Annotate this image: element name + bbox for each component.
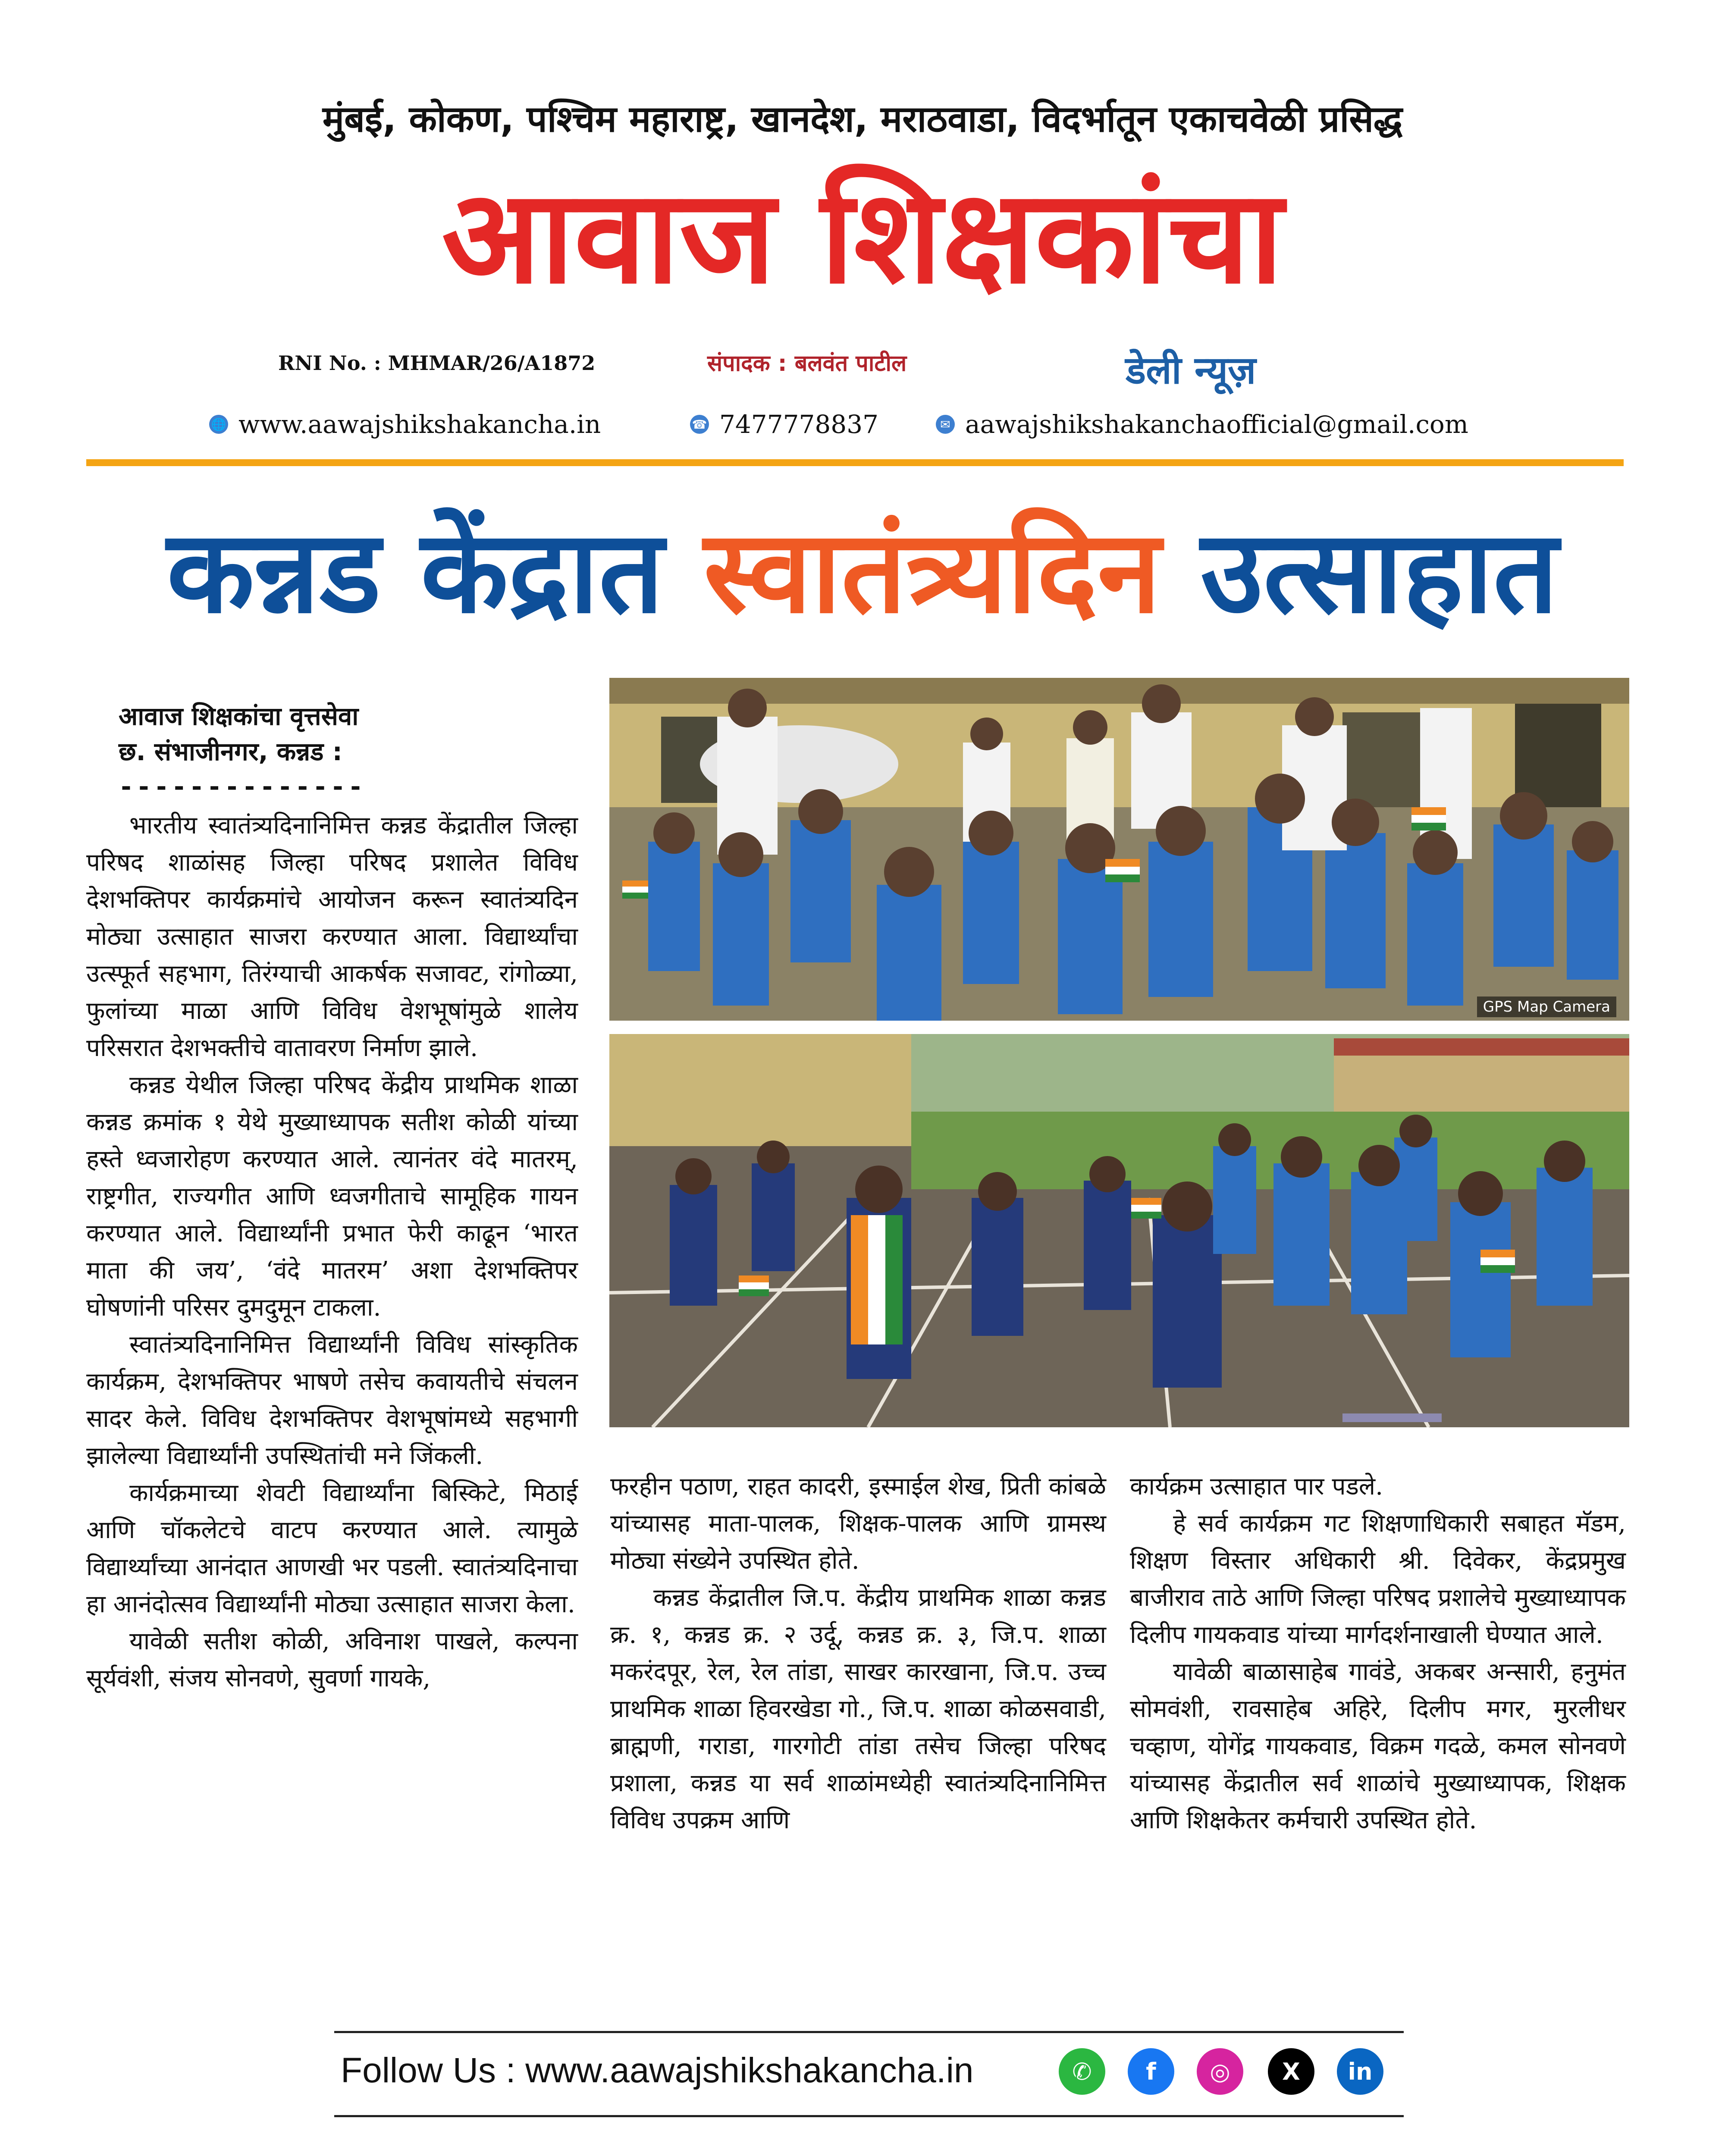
masthead-title: आवाज शिक्षकांचा <box>442 162 1283 312</box>
paragraph-1: भारतीय स्वातंत्र्यदिनानिमित्त कन्नड केंद्रातील जिल्हा परिषद शाळांसह जिल्हा परिषद प्रशालेत विविध देशभक्तिपर कार्यक्रमांचे आयोजन करून स्वातंत्र्यदिन मोठ्या उत्साहात साजरा करण्यात आला. विद्यार्थ्यांचा उत्स्फूर्त सहभाग, तिरंग्याची आकर्षक सजावट, रांगोळ्या, फुलांच्या माळा आणि विविध वेशभूषांमुळे शालेय परिसरात देशभक्तीचे वातावरण निर्माण झाले. <box>86 812 578 1062</box>
facebook-icon[interactable]: f <box>1128 2048 1174 2095</box>
paragraph-7: हे सर्व कार्यक्रम गट शिक्षणाधिकारी सबाहत मॅडम, शिक्षण विस्तार अधिकारी श्री. दिवेकर, केंद्रप्रमुख बाजीराव ताठे आणि जिल्हा परिषद प्रशालेचे मुख्याध्यापक दिलीप गायकवाड यांच्या मार्गदर्शनाखाली घेण्यात आले. <box>1130 1510 1626 1649</box>
daily-news-label: डेली न्यूज़ <box>1126 348 1256 392</box>
paragraph-6-start: कन्नड केंद्रातील जि.प. केंद्रीय प्राथमिक शाळा कन्नड क्र. १, कन्नड क्र. २ उर्दू, कन्नड क्र. ३, जि.प. शाळा मकरंदपूर, रेल, रेल तांडा, साखर कारखाना, जि.प. उच्च प्राथमिक शाळा हिवरखेडा गो., जि.प. शाळा कोळसवाडी, ब्राह्मणी, गराडा, गारगोटी तांडा तसेच जिल्हा परिषद प्रशाला, कन्नड या सर्व शाळांमध्येही स्वातंत्र्यदिनानिमित्त विविध उपक्रम आणि <box>610 1584 1106 1834</box>
rni-number: RNI No. : MHMAR/26/A1872 <box>278 351 596 375</box>
linkedin-icon[interactable]: in <box>1337 2048 1383 2095</box>
email-text: aawajshikshakanchaofficial@gmail.com <box>965 410 1468 439</box>
paragraph-2: कन्नड येथील जिल्हा परिषद केंद्रीय प्राथमिक शाळा कन्नड क्रमांक १ येथे मुख्याध्यापक सतीश कोळी यांच्या हस्ते ध्वजारोहण करण्यात आले. त्यानंतर वंदे मातरम्, राष्ट्रगीत, राज्यगीत आणि ध्वजगीताचे सामूहिक गायन करण्यात आले. विद्यार्थ्यांनी प्रभात फेरी काढून ‘भारत माता की जय’, ‘वंदे मातरम’ अशा देशभक्तिपर घोषणांनी परिसर दुमदुमून टाकला. <box>86 1071 578 1322</box>
instagram-icon[interactable]: ◎ <box>1197 2048 1243 2095</box>
tagline: मुंबई, कोकण, पश्चिम महाराष्ट्र, खानदेश, मराठवाडा, विदर्भातून एकाचवेळी प्रसिद्ध <box>322 98 1403 140</box>
paragraph-8: यावेळी बाळासाहेब गावंडे, अकबर अन्सारी, हनुमंत सोमवंशी, रावसाहेब अहिरे, दिलीप मगर, मुरलीधर चव्हाण, योगेंद्र गायकवाड, विक्रम गदळे, कमल सोनवणे यांच्यासह केंद्रातील सर्व शाळांचे मुख्याध्यापक, शिक्षक आणि शिक्षकेतर कर्मचारी उपस्थित होते. <box>1130 1658 1626 1834</box>
phone-icon: ☎ <box>690 415 709 434</box>
paragraph-5-continued: फरहीन पठाण, राहत कादरी, इस्माईल शेख, प्रिती कांबळे यांच्यासह माता-पालक, शिक्षक-पालक आणि ग्रामस्थ मोठ्या संख्येने उपस्थित होते. <box>610 1473 1106 1575</box>
paragraph-6-end: कार्यक्रम उत्साहात पार पडले. <box>1130 1473 1383 1501</box>
byline-place: छ. संभाजीनगर, कन्नड : <box>119 737 342 766</box>
gps-watermark: GPS Map Camera <box>1477 997 1616 1017</box>
website-contact[interactable] <box>209 410 601 439</box>
event-photo-1 <box>609 678 1629 1021</box>
paragraph-4: कार्यक्रमाच्या शेवटी विद्यार्थ्यांना बिस्किटे, मिठाई आणि चॉकलेटचे वाटप करण्यात आले. त्यामुळे विद्यार्थ्यांच्या आनंदात आणखी भर पडली. स्वातंत्र्यदिनाचा हा आनंदोत्सव विद्यार्थ्यांनी मोठ्या उत्साहात साजरा केला. <box>86 1479 578 1618</box>
article-column-1 <box>86 807 578 1697</box>
website-text: www.aawajshikshakancha.in <box>238 410 601 439</box>
footer-rule-bottom <box>334 2115 1404 2117</box>
headline-part1: कन्नड केंद्रात <box>166 506 664 639</box>
headline-part2: स्वातंत्र्यदिन <box>703 506 1161 639</box>
footer-rule-top <box>334 2031 1404 2033</box>
globe-icon: 🌐 <box>209 415 228 434</box>
article-column-3 <box>1130 1468 1626 1839</box>
phone-text: 7477778837 <box>719 410 879 439</box>
headline-part3: उत्साहात <box>1201 506 1559 639</box>
whatsapp-icon[interactable]: ✆ <box>1059 2048 1105 2095</box>
photo-2-illustration <box>609 1034 1629 1427</box>
follow-us-text[interactable]: Follow Us : www.aawajshikshakancha.in <box>341 2051 974 2090</box>
editor-name: संपादक : बलवंत पाटील <box>707 351 907 376</box>
photo-1-illustration <box>609 678 1629 1021</box>
article-column-2 <box>610 1468 1106 1839</box>
paragraph-3: स्वातंत्र्यदिनानिमित्त विद्यार्थ्यांनी विविध सांस्कृतिक कार्यक्रम, देशभक्तिपर भाषणे तसेच कवायतीचे संचलन सादर केले. विविध देशभक्तिपर वेशभूषांमध्ये सहभागी झालेल्या विद्यार्थ्यांनी उपस्थितांची मने जिंकली. <box>86 1331 578 1470</box>
headline <box>0 506 1725 639</box>
byline-dashes: -------------- <box>119 772 366 801</box>
byline-agency: आवाज शिक्षकांचा वृत्तसेवा <box>119 702 359 731</box>
x-icon[interactable]: X <box>1268 2048 1314 2095</box>
event-photo-2 <box>609 1034 1629 1427</box>
header-rule <box>86 459 1624 466</box>
paragraph-5-start: यावेळी सतीश कोळी, अविनाश पाखले, कल्पना सूर्यवंशी, संजय सोनवणे, सुवर्णा गायके, <box>86 1627 578 1692</box>
mail-icon: ✉ <box>936 415 955 434</box>
email-contact[interactable] <box>936 410 1468 439</box>
byline <box>119 699 358 769</box>
phone-contact[interactable] <box>690 410 878 439</box>
